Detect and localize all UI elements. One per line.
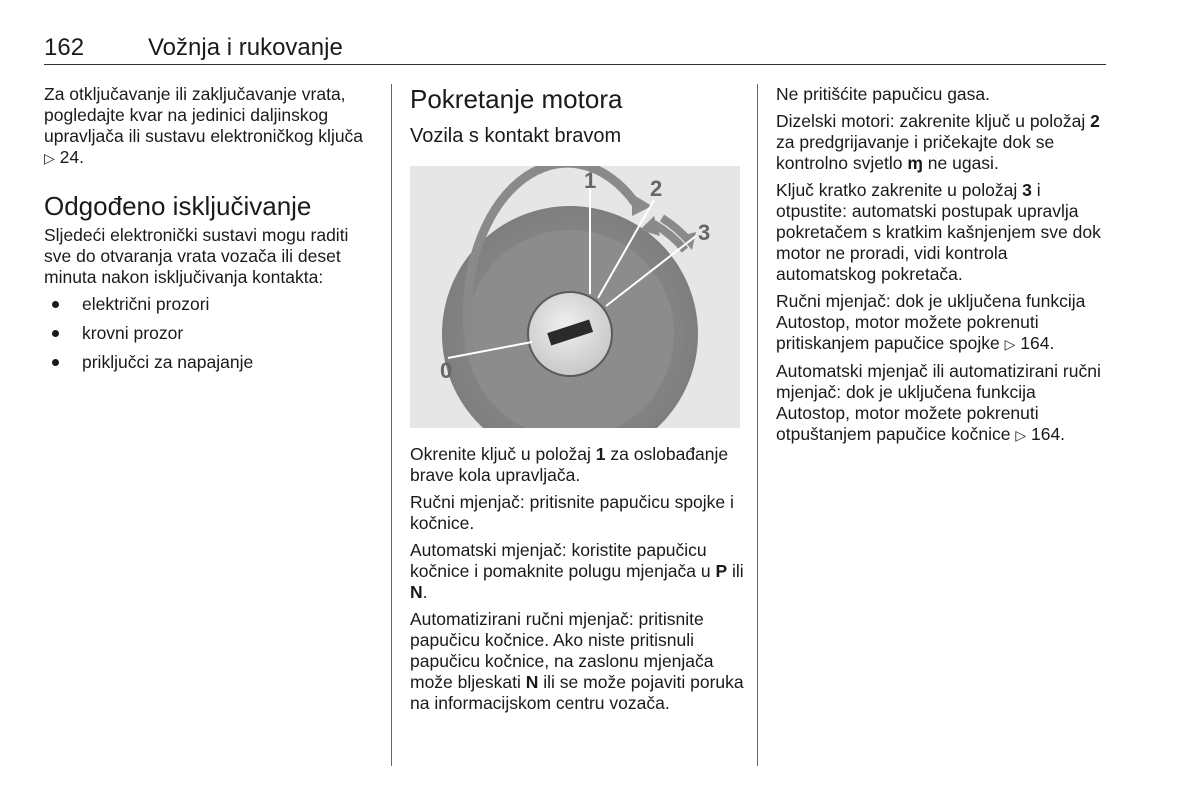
position-0-label: 0 [440, 358, 453, 383]
paragraph-autostop-automatic: Automatski mjenjač ili automatizirani ručni mjenjač: dok je uključena funkcija Autostop, motor možete pokrenuti otpuštanjem papučice kočnice ▷ 164. [776, 361, 1101, 444]
bullet-list [44, 294, 364, 373]
page-ref-link[interactable]: 164. [1030, 424, 1066, 444]
position-3-label: 3 [698, 220, 711, 245]
list-item: krovni prozor [44, 323, 364, 344]
paragraph-turn-key: Okrenite ključ u položaj 1 za oslobađanje brave kola upravljača. [410, 444, 729, 485]
position-1-label: 1 [584, 168, 597, 193]
column-left [44, 84, 364, 381]
glow-plug-icon: ɱ [907, 153, 923, 173]
heading-delayed-off: Odgođeno isključivanje [44, 191, 312, 221]
list-item: priključci za napajanje [44, 352, 364, 373]
heading-engine-start: Pokretanje motora [410, 84, 623, 114]
section-title: Vožnja i rukovanje [148, 34, 343, 61]
body-paragraph: Sljedeći elektronički sustavi mogu raditi sve do otvaranja vrata vozača ili deset minuta nakon isključivanja kontakta: [44, 225, 349, 287]
paragraph-no-gas: Ne pritišćite papučicu gasa. [776, 84, 990, 104]
page-ref-icon: ▷ [1004, 336, 1016, 352]
intro-paragraph: Za otključavanje ili zaključavanje vrata, pogledajte kvar na jedinici daljinskog upravljača ili sustavu elektroničkog ključa ▷ 24. [44, 84, 364, 167]
page-header [44, 34, 1106, 65]
column-divider [757, 84, 758, 766]
subheading-ignition: Vozila s kontakt bravom [410, 125, 622, 147]
list-item: električni prozori [44, 294, 364, 315]
paragraph-manual: Ručni mjenjač: pritisnite papučicu spojke i kočnice. [410, 492, 734, 533]
column-divider [391, 84, 392, 766]
page-ref-link[interactable]: 164. [1020, 333, 1055, 353]
paragraph-start: Ključ kratko zakrenite u položaj 3 i otpustite: automatski postupak upravlja pokretačem s kratkim kašnjenjem sve dok motor ne proradi, vidi kontrola automatskog pokretača. [776, 180, 1101, 284]
paragraph-automatic: Automatski mjenjač: koristite papučicu kočnice i pomaknite polugu mjenjača u P ili N. [410, 540, 744, 602]
paragraph-automated-manual: Automatizirani ručni mjenjač: pritisnite papučicu kočnice. Ako niste pritisnuli papučicu kočnice, na zaslonu mjenjača može bljeskati N ili se može pojaviti poruka na informacijskom centru vozača. [410, 609, 744, 713]
page-ref-icon: ▷ [44, 150, 55, 166]
column-right [776, 84, 1111, 452]
column-middle [410, 84, 750, 720]
page-number: 162 [44, 34, 85, 61]
page-ref-link[interactable]: 24. [59, 147, 84, 167]
page-ref-icon: ▷ [1015, 427, 1027, 443]
position-2-label: 2 [650, 176, 663, 201]
ignition-switch-figure [410, 166, 740, 428]
paragraph-diesel: Dizelski motori: zakrenite ključ u položaj 2 za predgrijavanje i pričekajte dok se kontrolno svjetlo ɱ ne ugasi. [776, 111, 1100, 173]
paragraph-autostop-manual: Ručni mjenjač: dok je uključena funkcija Autostop, motor možete pokrenuti pritiskanjem papučice spojke ▷ 164. [776, 291, 1086, 353]
